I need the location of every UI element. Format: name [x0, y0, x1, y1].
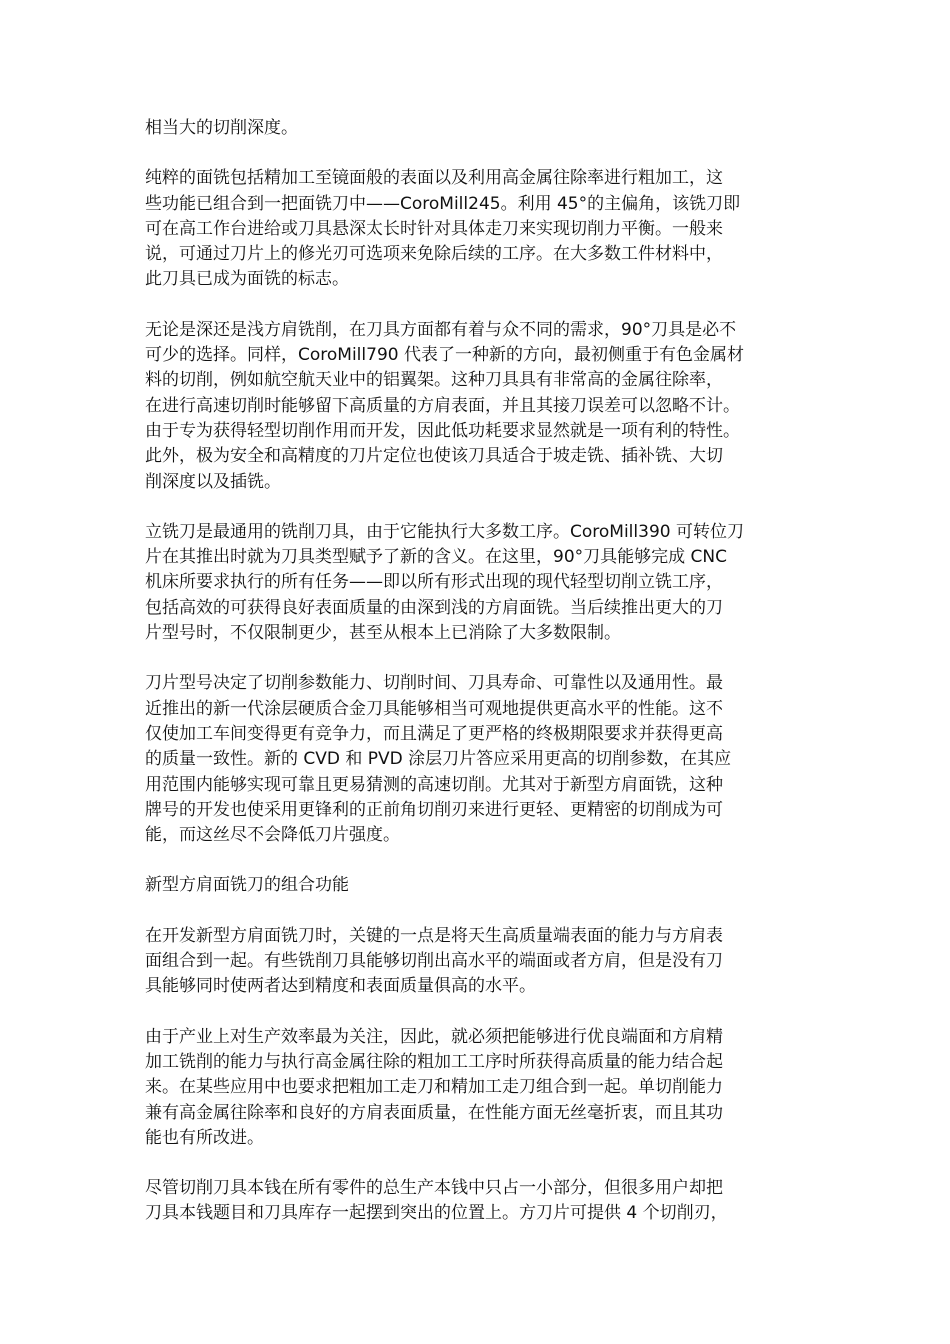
document-body — [145, 116, 805, 1252]
text-line: 机床所要求执行的所有任务——即以所有形式出现的现代轻型切削立铣工序， — [145, 572, 723, 593]
text-line: 刀片型号决定了切削参数能力、切削时间、刀具寿命、可靠性以及通用性。最 — [145, 673, 723, 694]
text-line: 可在高工作台进给或刀具悬深太长时针对具体走刀来实现切削力平衡。一般来 — [145, 218, 723, 239]
paragraph — [145, 520, 805, 646]
text-line: 无论是深还是浅方肩铣削，在刀具方面都有着与众不同的需求，90°刀具是必不 — [145, 319, 737, 340]
text-line: 面组合到一起。有些铣削刀具能够切削出高水平的端面或者方肩，但是没有刀 — [145, 951, 723, 972]
text-line: 加工铣削的能力与执行高金属往除的粗加工工序时所获得高质量的能力结合起 — [145, 1051, 723, 1072]
text-line: 用范围内能够实现可靠且更易猜测的高速切削。尤其对于新型方肩面铣，这种 — [145, 774, 723, 795]
text-line: 片型号时，不仅限制更少，甚至从根本上已消除了大多数限制。 — [145, 623, 621, 644]
text-line: 在进行高速切削时能够留下高质量的方肩表面，并且其接刀误差可以忽略不计。 — [145, 395, 740, 416]
text-line: 可少的选择。同样，CoroMill790 代表了一种新的方向，最初侧重于有色金属材 — [145, 345, 744, 366]
text-line: 在开发新型方肩面铣刀时，关键的一点是将天生高质量端表面的能力与方肩表 — [145, 925, 723, 946]
text-line: 相当大的切削深度。 — [145, 118, 298, 138]
text-line: 来。在某些应用中也要求把粗加工走刀和精加工走刀组合到一起。单切削能力 — [145, 1077, 723, 1098]
text-line: 能也有所改进。 — [145, 1127, 264, 1148]
section-heading — [145, 873, 805, 898]
paragraph — [145, 116, 805, 141]
paragraph — [145, 318, 805, 495]
text-line: 说，可通过刀片上的修光刃可选项来免除后续的工序。在大多数工件材料中， — [145, 244, 723, 265]
text-line: 由于产业上对生产效率最为关注，因此，就必须把能够进行优良端面和方肩精 — [145, 1026, 723, 1047]
text-line: 能，而这丝尽不会降低刀片强度。 — [145, 825, 400, 846]
text-line: 近推出的新一代涂层硬质合金刀具能够相当可观地提供更高水平的性能。这不 — [145, 698, 723, 719]
text-line: 刀具本钱题目和刀具库存一起摆到突出的位置上。方刀片可提供 4 个切削刃， — [145, 1203, 728, 1224]
text-line: 片在其推出时就为刀具类型赋予了新的含义。在这里，90°刀具能够完成 CNC — [145, 547, 727, 568]
text-line: 尽管切削刀具本钱在所有零件的总生产本钱中只占一小部分，但很多用户却把 — [145, 1178, 723, 1199]
text-line: 牌号的开发也使采用更锋利的正前角切削刃来进行更轻、更精密的切削成为可 — [145, 799, 723, 820]
text-line: 此外，极为安全和高精度的刀片定位也使该刀具适合于坡走铣、插补铣、大切 — [145, 446, 723, 467]
text-line: 包括高效的可获得良好表面质量的由深到浅的方肩面铣。当后续推出更大的刀 — [145, 597, 723, 618]
text-line: 由于专为获得轻型切削作用而开发，因此低功耗要求显然就是一项有利的特性。 — [145, 420, 740, 441]
paragraph — [145, 1176, 805, 1227]
text-line: 立铣刀是最通用的铣削刀具，由于它能执行大多数工序。CoroMill390 可转位刀 — [145, 521, 744, 542]
heading-line: 新型方肩面铣刀的组合功能 — [145, 875, 349, 896]
text-line: 仅使加工车间变得更有竞争力，而且满足了更严格的终极期限要求并获得更高 — [145, 723, 723, 744]
text-line: 的质量一致性。新的 CVD 和 PVD 涂层刀片答应采用更高的切削参数，在其应 — [145, 749, 732, 770]
paragraph — [145, 166, 805, 292]
paragraph — [145, 924, 805, 1000]
paragraph — [145, 1025, 805, 1151]
text-line: 些功能已组合到一把面铣刀中——CoroMill245。利用 45°的主偏角，该铣刀即 — [145, 193, 741, 214]
text-line: 具能够同时使两者达到精度和表面质量俱高的水平。 — [145, 976, 536, 997]
text-line: 此刀具已成为面铣的标志。 — [145, 269, 349, 290]
text-line: 料的切削，例如航空航天业中的铝翼架。这种刀具具有非常高的金属往除率， — [145, 370, 723, 391]
text-line: 纯粹的面铣包括精加工至镜面般的表面以及利用高金属往除率进行粗加工，这 — [145, 168, 723, 189]
paragraph — [145, 671, 805, 848]
text-line: 兼有高金属往除率和良好的方肩表面质量，在性能方面无丝毫折衷，而且其功 — [145, 1102, 723, 1123]
text-line: 削深度以及插铣。 — [145, 471, 281, 492]
